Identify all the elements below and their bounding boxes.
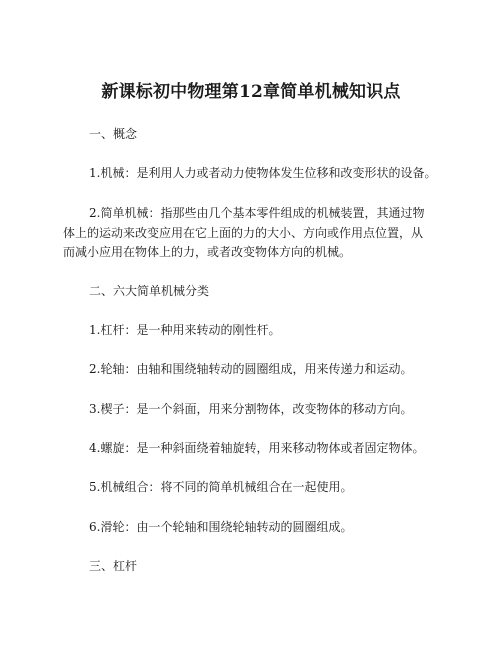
section-heading-categories: 二、六大简单机械分类 (89, 284, 210, 298)
paragraph-simple-machine: 2.简单机械：指那些由几个基本零件组成的机械装置，其通过物 (89, 206, 425, 220)
list-item-lever: 1.杠杆：是一种用来转动的刚性杆。 (89, 323, 281, 337)
document-title: 新课标初中物理第12章简单机械知识点 (101, 82, 401, 102)
list-item-pulley: 6.滑轮：由一个轮轴和围绕轮轴转动的圆圈组成。 (89, 520, 353, 534)
list-item-wedge: 3.楔子：是一个斜面，用来分割物体，改变物体的移动方向。 (89, 402, 413, 416)
list-item-screw: 4.螺旋：是一种斜面绕着轴旋转，用来移动物体或者固定物体。 (89, 441, 425, 455)
list-item-combination: 5.机械组合：将不同的简单机械组合在一起使用。 (89, 480, 353, 494)
section-heading-concept: 一、概念 (89, 127, 138, 141)
paragraph-machine: 1.机械：是利用人力或者动力使物体发生位移和改变形状的设备。 (89, 166, 437, 180)
section-heading-lever: 三、杠杆 (89, 559, 138, 573)
paragraph-simple-machine-line-2: 体上的运动来改变应用在它上面的力的大小、方向或作用点位置，从 (63, 226, 424, 240)
paragraph-simple-machine-line-3: 而减小应用在物体上的力，或者改变物体方向的机械。 (63, 245, 352, 259)
list-item-wheel-axle: 2.轮轴：由轴和围绕轴转动的圆圈组成，用来传递力和运动。 (89, 362, 413, 376)
